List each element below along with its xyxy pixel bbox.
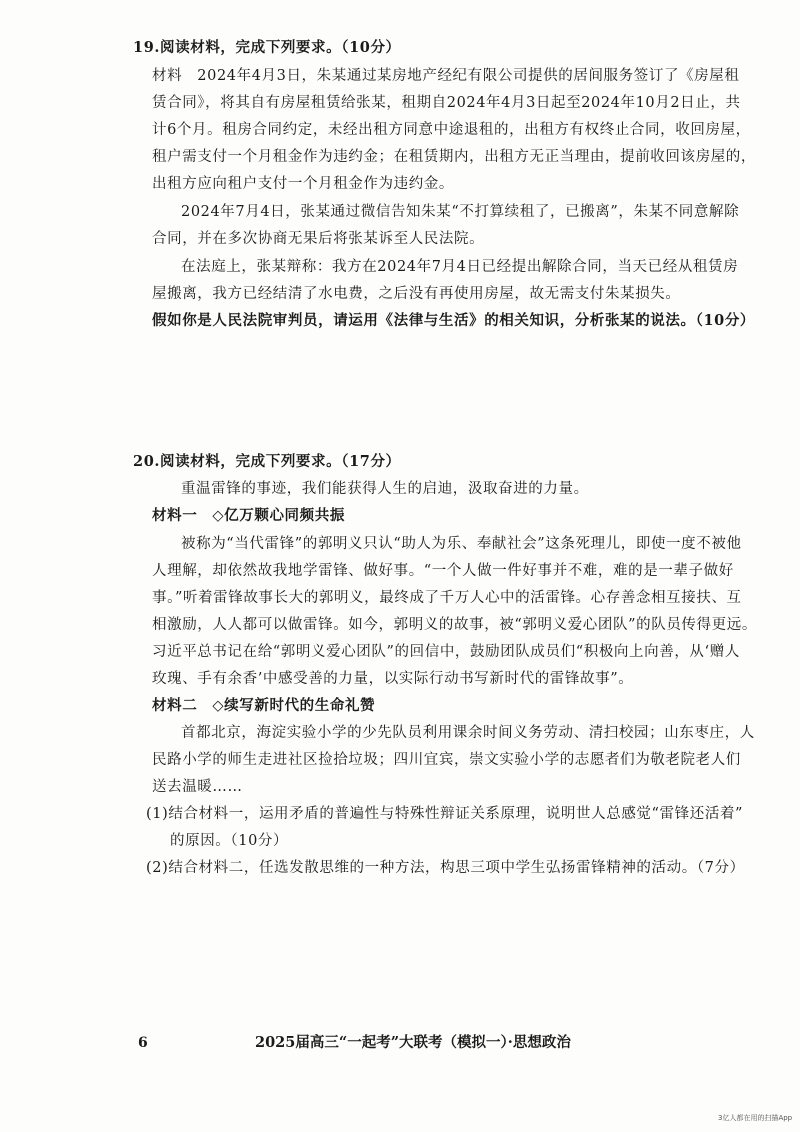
q19-line: 计6个月。租房合同约定，未经出租方同意中途退租的，出租方有权终止合同，收回房屋， [152,122,751,138]
q19-line: 赁合同》，将其自有房屋租赁给张某，租期自2024年4月3日起至2024年10月2日止，共 [152,95,741,111]
q20-sub1-line: 的原因。（10分） [170,833,289,849]
q19-line: 出租方应向租户支付一个月租金作为违约金。 [152,176,454,192]
q19-line: 在法庭上，张某辩称：我方在2024年7月4日已经提出解除合同，当天已经从租赁房 [181,259,739,275]
q20-material1-line: 被称为“当代雷锋”的郭明义只认“助人为乐、奉献社会”这条死理儿，即使一度不被他 [181,536,742,552]
q20-material1-line: 人理解，却依然故我地学雷锋、做好事。“一个人做一件好事并不难，难的是一辈子做好 [152,563,734,579]
q19-title: 19.阅读材料，完成下列要求。（10分） [133,39,401,56]
q19-line: 2024年7月4日，张某通过微信告知朱某“不打算续租了，已搬离”，朱某不同意解除 [181,204,740,220]
q20-material1-line: 相激励，人人都可以做雷锋。如今，郭明义的故事，被“郭明义爱心团队”的队员传得更远。 [152,617,757,633]
footer-exam-title: 2025届高三“一起考”大联考（模拟一）·思想政治 [255,1034,571,1051]
q20-sub2: (2)结合材料二，任选发散思维的一种方法，构思三项中学生弘扬雷锋精神的活动。（7分） [146,860,745,876]
q19-line: 屋搬离，我方已经结清了水电费，之后没有再使用房屋，故无需支付朱某损失。 [152,286,681,302]
q20-sub1-line: (1)结合材料一，运用矛盾的普遍性与特殊性辩证关系原理，说明世人总感觉“雷锋还活着” [146,806,744,822]
page-number: 6 [138,1035,148,1051]
q20-title: 20.阅读材料，完成下列要求。（17分） [133,453,401,470]
q19-line: 材料 2024年4月3日，朱某通过某房地产经纪有限公司提供的居间服务签订了《房屋租 [152,68,740,84]
q20-material1-heading: 材料一 ◇亿万颗心同频共振 [152,507,345,524]
q20-material2-line: 民路小学的师生走进社区捡拾垃圾；四川宜宾，崇文实验小学的志愿者们为敬老院老人们 [152,752,741,768]
q20-material1-line: 玫瑰、手有余香’中感受善的力量，以实际行动书写新时代的雷锋故事”。 [152,671,634,687]
q20-material2-heading: 材料二 ◇续写新时代的生命礼赞 [152,697,376,714]
q20-material2-line: 送去温暖…… [152,779,243,795]
q20-material1-line: 事。”听着雷锋故事长大的郭明义，最终成了千万人心中的活雷锋。心存善念相互接扶、互 [152,590,742,606]
q20-intro: 重温雷锋的事迹，我们能获得人生的启迪，汲取奋进的力量。 [181,481,589,497]
q20-material2-line: 首都北京，海淀实验小学的少先队员利用课余时间义务劳动、清扫校园；山东枣庄，人 [181,725,755,741]
q19-task: 假如你是人民法院审判员，请运用《法律与生活》的相关知识，分析张某的说法。（10分） [152,312,756,329]
q19-line: 租户需支付一个月租金作为违约金；在租赁期内，出租方无正当理由，提前收回该房屋的， [152,149,756,165]
q19-line: 合同，并在多次协商无果后将张某诉至人民法院。 [152,231,485,247]
q20-material1-line: 习近平总书记在给“郭明义爱心团队”的回信中，鼓励团队成员们“积极向上向善，从‘赠人 [152,644,740,660]
scanner-watermark: 3亿人都在用的扫描App [718,1114,793,1122]
